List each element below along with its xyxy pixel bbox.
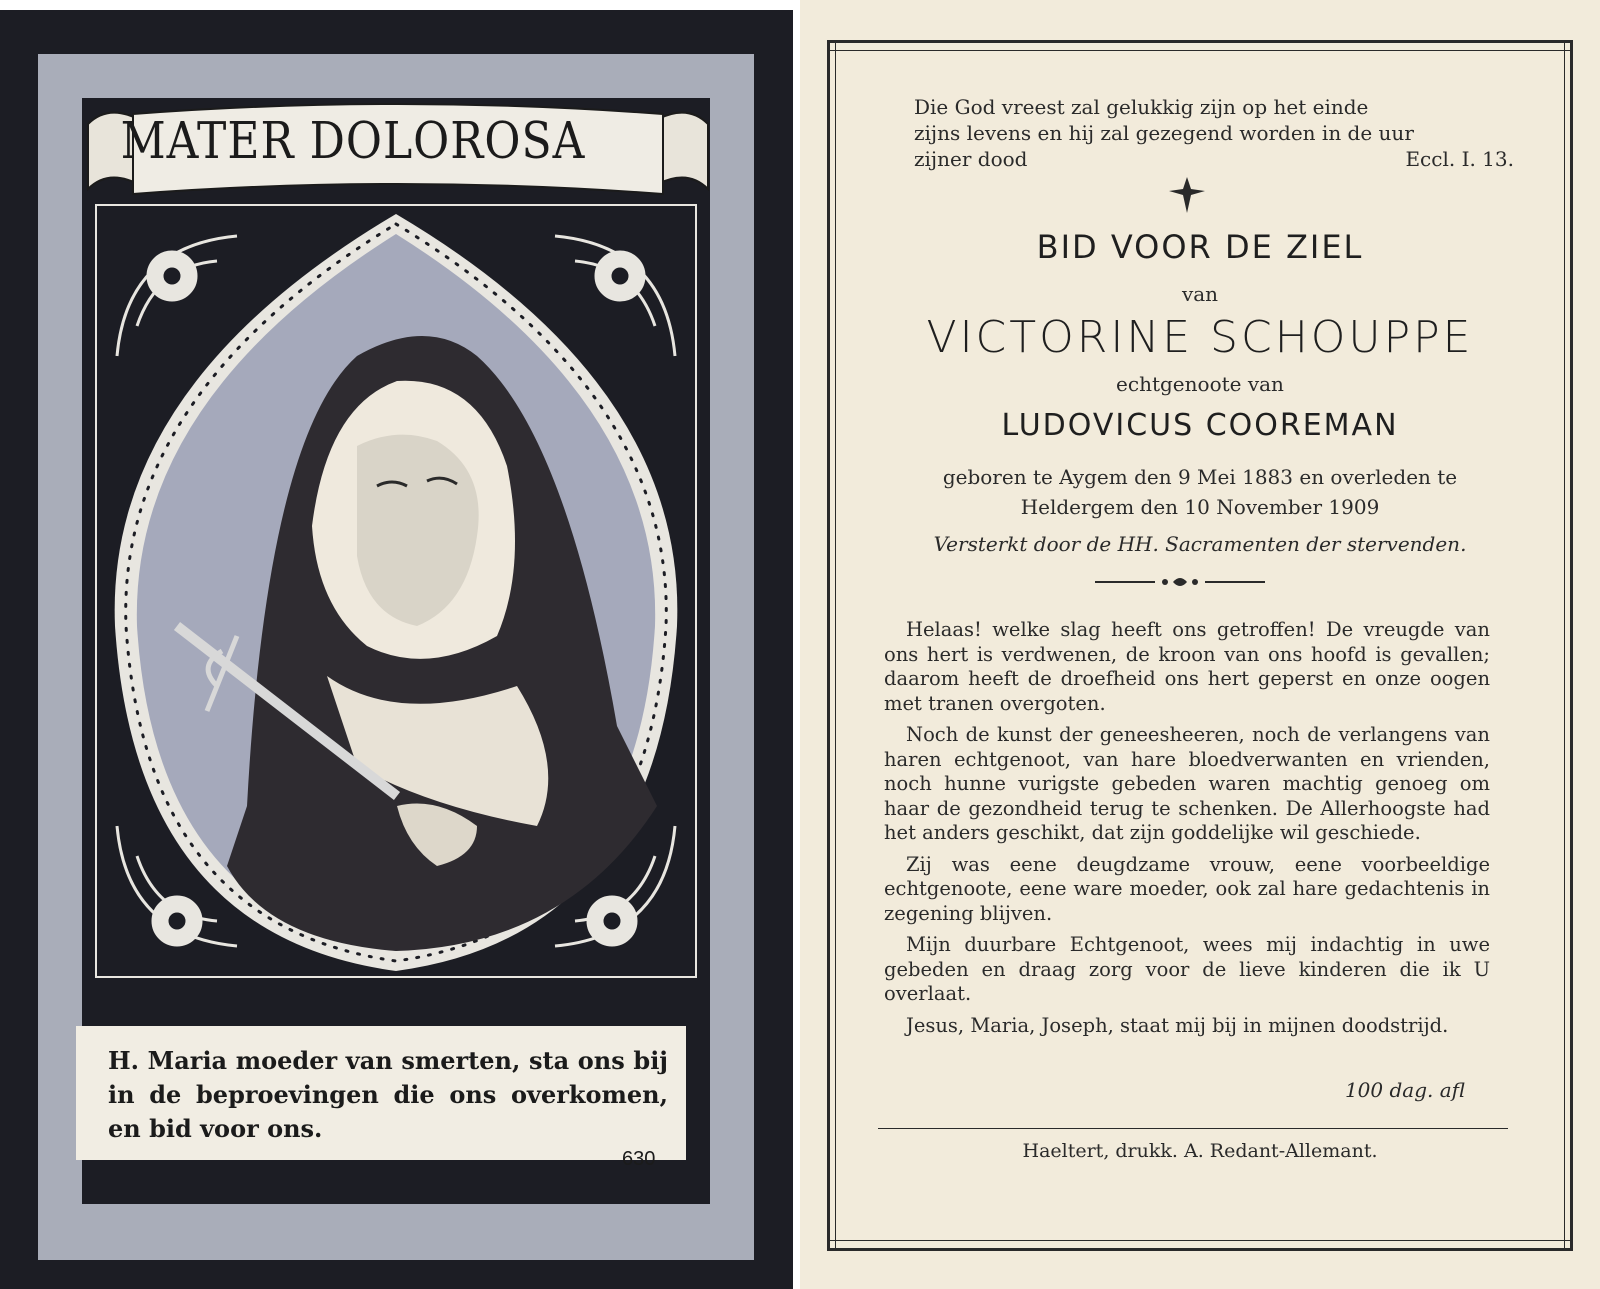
paragraph: Zij was eene deugdzame vrouw, eene voorbeeldige echtgenoote, eene ware moeder, ook zal hare gedachtenis in zegening blijven. bbox=[884, 852, 1490, 925]
epigraph bbox=[914, 94, 1514, 172]
epigraph-source: Eccl. I. 13. bbox=[1405, 147, 1514, 171]
ornament-top-left-icon bbox=[117, 236, 237, 356]
pray-heading: BID VOOR DE ZIEL bbox=[1036, 228, 1364, 266]
printer-line: Haeltert, drukk. A. Redant-Allemant. bbox=[1022, 1140, 1378, 1162]
banner-title: MATER DOLOROSA bbox=[120, 112, 586, 171]
border-bottom bbox=[827, 1248, 1573, 1251]
border-left bbox=[827, 40, 830, 1251]
silver-frame bbox=[38, 54, 754, 1260]
paragraph: Mijn duurbare Echtgenoot, wees mij indachtig in uwe gebeden en draag zorg voor de lieve kinderen die ik U overlaat. bbox=[884, 933, 1490, 1005]
border-right-inner bbox=[1564, 40, 1565, 1251]
border-top-inner bbox=[827, 50, 1573, 51]
death-line: Heldergem den 10 November 1909 bbox=[1020, 495, 1380, 519]
border-left-inner bbox=[835, 40, 836, 1251]
paragraph: Helaas! welke slag heeft ons getroffen! De vreugde van ons hert is verdwenen, de kroon van ons hoofd is gevallen; daarom heeft de droefheid ons hert geperst en onze oogen met tranen overgoten. bbox=[884, 618, 1490, 715]
left-card bbox=[0, 10, 793, 1289]
prayer-text: H. Maria moeder van smerten, sta ons bij in de beproevingen die ons overkomen, en bid voor ons. bbox=[108, 1046, 668, 1143]
spouse-label: echtgenoote van bbox=[1116, 372, 1284, 396]
epigraph-line-3 bbox=[914, 146, 1514, 172]
indulgence-note: 100 dag. afl bbox=[1344, 1078, 1465, 1102]
printer-rule bbox=[878, 1128, 1508, 1129]
epigraph-line-2: zijns levens en hij zal gezegend worden in de uur bbox=[914, 121, 1414, 145]
paragraph: Jesus, Maria, Joseph, staat mij bij in mijnen doodstrijd. bbox=[906, 1013, 1449, 1037]
ornamental-divider-icon bbox=[1095, 572, 1265, 592]
border-bottom-inner bbox=[827, 1240, 1573, 1241]
husband-name: LUDOVICUS COOREMAN bbox=[1001, 408, 1399, 443]
border-top bbox=[827, 40, 1573, 43]
madonna-image bbox=[97, 206, 695, 976]
memorial-text bbox=[884, 618, 1490, 1045]
card-number: 630 bbox=[622, 1148, 656, 1170]
paragraph: Noch de kunst der geneesheeren, noch de verlangens van haren echtgenoot, van hare bloedverwanten en vrienden, noch hunne vurigste gebeden waren machtig genoeg om haar de gezondheid terug te schenken. De Allerhoogste had het anders geschikt, dat zijn goddelijke wil geschiede. bbox=[884, 723, 1490, 844]
image-panel bbox=[95, 204, 697, 978]
birth-line: geboren te Aygem den 9 Mei 1883 en overleden te bbox=[942, 465, 1458, 489]
sacrament-line: Versterkt door de HH. Sacramenten der stervenden. bbox=[933, 532, 1467, 556]
right-card bbox=[800, 0, 1600, 1289]
van-label: van bbox=[1181, 282, 1219, 306]
ornament-top-right-icon bbox=[555, 236, 675, 356]
epigraph-line-3-text: zijner dood bbox=[914, 147, 1028, 171]
border-right bbox=[1570, 40, 1573, 1251]
deceased-name: VICTORINE SCHOUPPE bbox=[926, 312, 1474, 363]
epigraph-line-1: Die God vreest zal gelukkig zijn op het einde bbox=[914, 95, 1369, 119]
cross-icon bbox=[1167, 175, 1207, 215]
